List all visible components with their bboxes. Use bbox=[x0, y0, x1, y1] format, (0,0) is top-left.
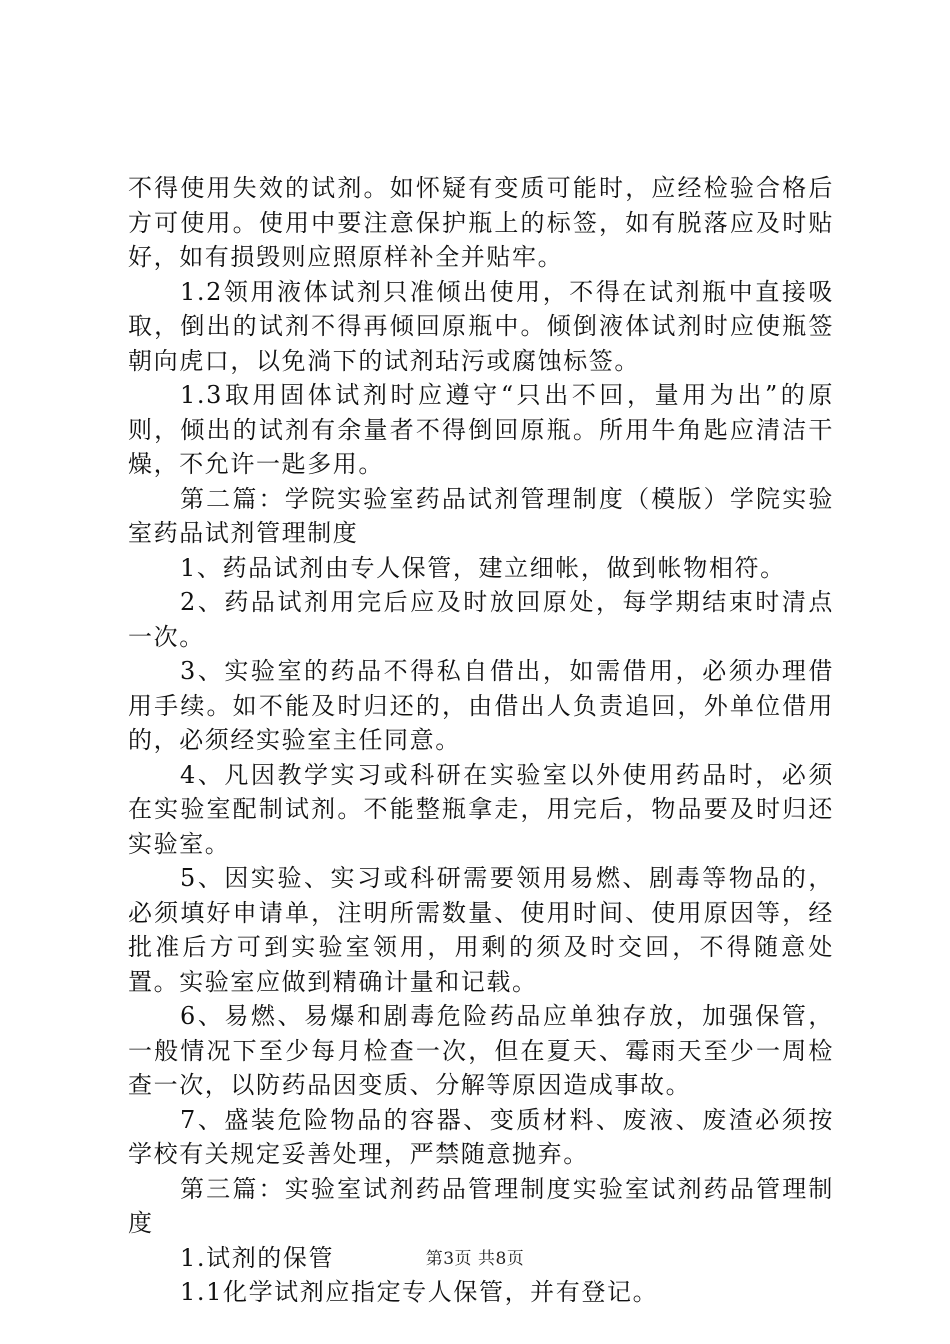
paragraph: 1.2领用液体试剂只准倾出使用，不得在试剂瓶中直接吸取，倒出的试剂不得再倾回原瓶中。倾倒液体试剂时应使瓶签朝向虎口，以免淌下的试剂玷污或腐蚀标签。 bbox=[128, 277, 834, 375]
subsection-heading: 1.试剂的保管 bbox=[180, 1243, 335, 1272]
paragraph: 3、实验室的药品不得私自借出，如需借用，必须办理借用手续。如不能及时归还的，由借出人负责追回，外单位借用的，必须经实验室主任同意。 bbox=[128, 657, 834, 754]
page-number-footer: 第3页 共8页 bbox=[425, 1249, 525, 1269]
paragraph: 不得使用失效的试剂。如怀疑有变质可能时，应经检验合格后方可使用。使用中要注意保护瓶上的标签，如有脱落应及时贴好，如有损毁则应照原样补全并贴牢。 bbox=[128, 174, 834, 271]
paragraph: 7、盛装危险物品的容器、变质材料、废液、废渣必须按学校有关规定妥善处理，严禁随意抛弃。 bbox=[128, 1105, 834, 1168]
paragraph: 4、凡因教学实习或科研在实验室以外使用药品时，必须在实验室配制试剂。不能整瓶拿走，用完后，物品要及时归还实验室。 bbox=[128, 760, 834, 858]
paragraph: 1.1化学试剂应指定专人保管，并有登记。 bbox=[180, 1278, 659, 1306]
section-heading: 第三篇：实验室试剂药品管理制度实验室试剂药品管理制度 bbox=[128, 1174, 834, 1237]
paragraph: 2、药品试剂用完后应及时放回原处，每学期结束时清点一次。 bbox=[128, 588, 834, 651]
paragraph: 1、药品试剂由专人保管，建立细帐，做到帐物相符。 bbox=[180, 553, 786, 582]
paragraph: 6、易燃、易爆和剧毒危险药品应单独存放，加强保管，一般情况下至少每月检查一次，但在夏天、霉雨天至少一周检查一次，以防药品因变质、分解等原因造成事故。 bbox=[128, 1002, 834, 1099]
section-heading: 第二篇：学院实验室药品试剂管理制度（模版）学院实验室药品试剂管理制度 bbox=[128, 484, 834, 547]
paragraph: 5、因实验、实习或科研需要领用易燃、剧毒等物品的，必须填好申请单，注明所需数量、使用时间、使用原因等，经批准后方可到实验室领用，用剩的须及时交回，不得随意处置。实验室应做到精确计量和记载。 bbox=[128, 864, 834, 996]
paragraph: 1.3取用固体试剂时应遵守“只出不回，量用为出”的原则，倾出的试剂有余量者不得倒回原瓶。所用牛角匙应清洁干燥，不允许一匙多用。 bbox=[128, 381, 834, 478]
document-body bbox=[128, 171, 834, 1310]
